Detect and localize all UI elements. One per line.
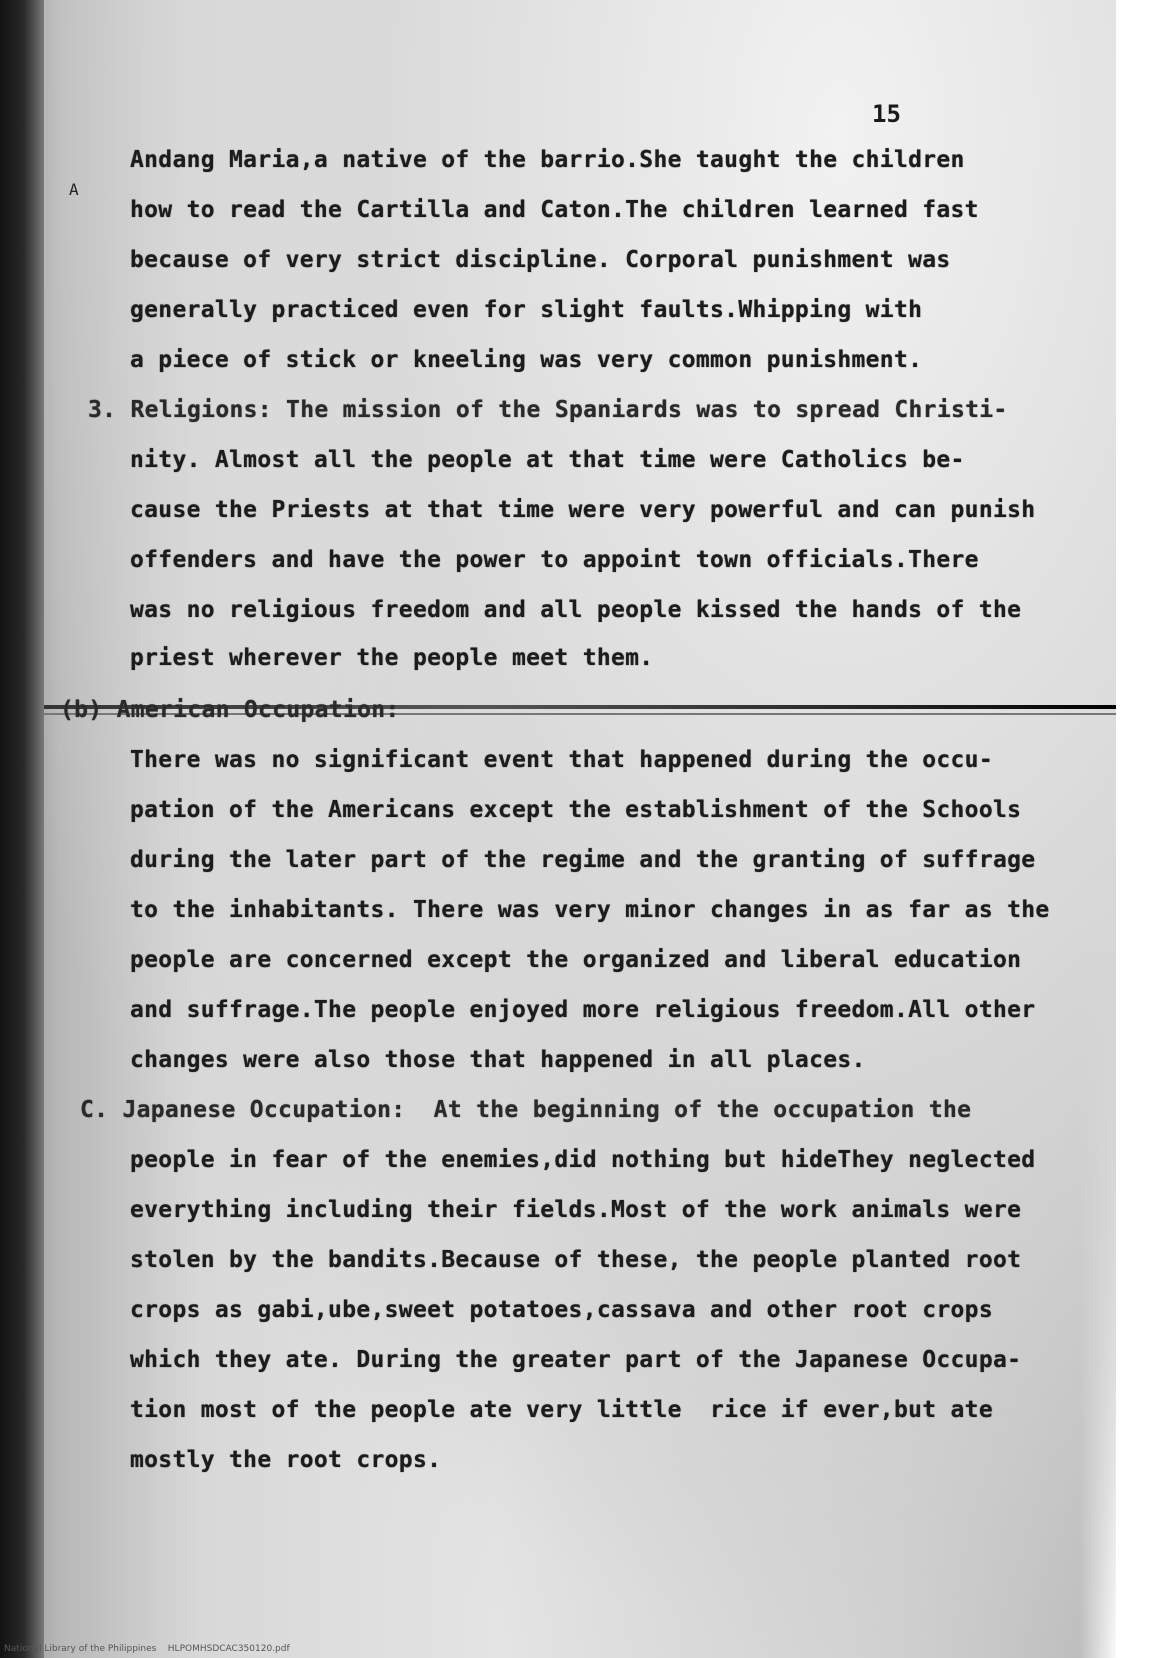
scan-footer: National Library of the Philippines HLPOMHSDCAC350120.pdf bbox=[4, 1644, 290, 1654]
text-line: Andang Maria,a native of the barrio.She taught the children bbox=[130, 147, 965, 173]
scan-right-margin bbox=[1116, 0, 1165, 1658]
text-line: changes were also those that happened in all places. bbox=[130, 1047, 866, 1073]
text-line: people are concerned except the organized and liberal education bbox=[130, 947, 1022, 973]
section-heading-japanese-occupation: C. Japanese Occupation: At the beginning of the occupation the bbox=[80, 1097, 972, 1123]
text-line: was no religious freedom and all people kissed the hands of the bbox=[130, 597, 1022, 623]
text-line: stolen by the bandits.Because of these, the people planted root bbox=[130, 1247, 1022, 1273]
page-number: 15 bbox=[872, 100, 901, 128]
text-line: which they ate. During the greater part of the Japanese Occupa- bbox=[130, 1347, 1022, 1373]
text-line: There was no significant event that happened during the occu- bbox=[130, 747, 993, 773]
text-line: people in fear of the enemies,did nothing but hideThey neglected bbox=[130, 1147, 1036, 1173]
section-heading-religions: 3. Religions: The mission of the Spaniards was to spread Christi- bbox=[88, 397, 1008, 423]
text-line: a piece of stick or kneeling was very common punishment. bbox=[130, 347, 923, 373]
section-heading-american-occupation: (b) American Occupation: bbox=[60, 697, 400, 723]
text-line: nity. Almost all the people at that time were Catholics be- bbox=[130, 447, 965, 473]
text-line: tion most of the people ate very little rice if ever,but ate bbox=[130, 1397, 993, 1423]
text-line: mostly the root crops. bbox=[130, 1447, 442, 1473]
text-line: to the inhabitants. There was very minor changes in as far as the bbox=[130, 897, 1050, 923]
text-line: offenders and have the power to appoint town officials.There bbox=[130, 547, 979, 573]
scan-left-edge bbox=[0, 0, 44, 1658]
text-line: priest wherever the people meet them. bbox=[130, 645, 654, 671]
text-line: and suffrage.The people enjoyed more religious freedom.All other bbox=[130, 997, 1036, 1023]
text-line: everything including their fields.Most of the work animals were bbox=[130, 1197, 1022, 1223]
text-line: crops as gabi,ube,sweet potatoes,cassava and other root crops bbox=[130, 1297, 993, 1323]
text-line: during the later part of the regime and the granting of suffrage bbox=[130, 847, 1036, 873]
text-line: how to read the Cartilla and Caton.The children learned fast bbox=[130, 197, 979, 223]
text-line: pation of the Americans except the establishment of the Schools bbox=[130, 797, 1022, 823]
text-line: generally practiced even for slight faults.Whipping with bbox=[130, 297, 923, 323]
margin-mark: A bbox=[69, 180, 79, 199]
text-line: because of very strict discipline. Corporal punishment was bbox=[130, 247, 951, 273]
text-line: cause the Priests at that time were very powerful and can punish bbox=[130, 497, 1036, 523]
